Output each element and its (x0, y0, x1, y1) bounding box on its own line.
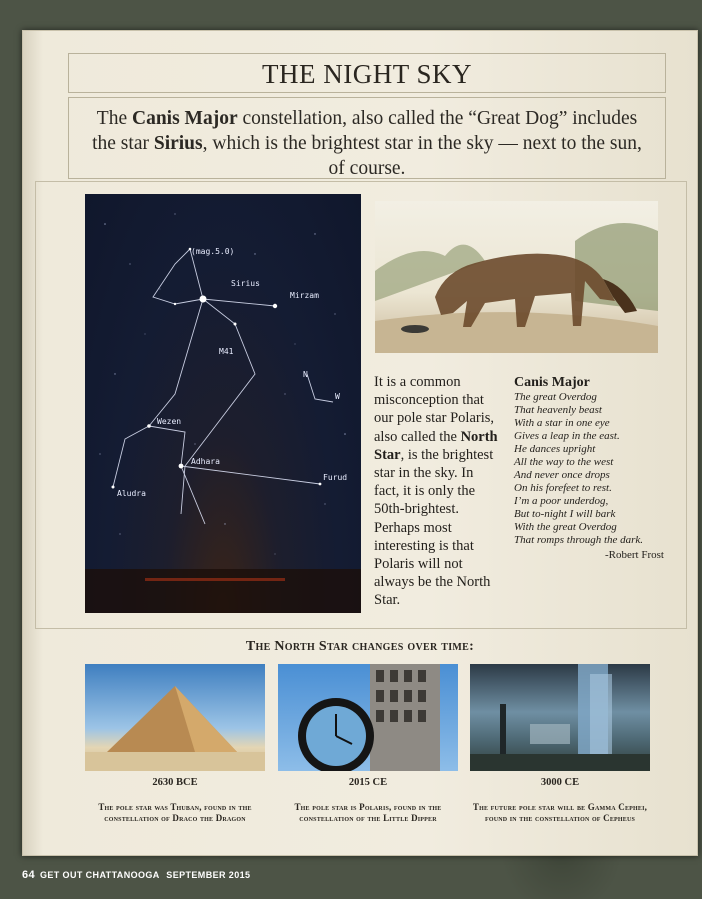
page-footer (22, 869, 250, 881)
poem-line: That heavenly beast (514, 404, 602, 416)
title-box (68, 53, 666, 93)
era-3000-ce (470, 664, 650, 824)
era-caption: The pole star was Thuban, found in the constellation of Draco the Dragon (98, 802, 252, 823)
era-2015-ce (278, 664, 458, 824)
poem-line: But to-night I will bark (514, 508, 616, 520)
polaris-paragraph: It is a common misconception that our pole star Polaris, also called the North Star, is the brightest star in the sky. In fact, it is only the 50th-brightest. Perhaps most interesting is that Polaris will not always be the North Star. (374, 374, 498, 609)
intro-box (68, 97, 666, 179)
intro-text: The Canis Major constellation, also called the “Great Dog” includes the star Sirius, which is the brightest star in the sky — next to the sun, of course. (92, 108, 642, 179)
poem-line: I’m a poor underdog, (514, 495, 609, 507)
label-adhara: Adhara (191, 457, 220, 466)
label-west: W (335, 392, 340, 401)
poem-line: That romps through the dark. (514, 534, 644, 546)
label-north: N (303, 370, 308, 379)
future-city-photo (470, 664, 650, 771)
label-aludra: Aludra (117, 489, 146, 498)
star-chart-photo (85, 194, 361, 613)
sirius-star (200, 296, 207, 303)
poem-line: The great Overdog (514, 391, 597, 403)
poem-line: On his forefeet to rest. (514, 482, 612, 494)
coyote-illustration (375, 201, 658, 353)
era-date: 3000 CE (540, 777, 580, 788)
era-date: 2015 CE (348, 777, 388, 788)
era-caption: The pole star is Polaris, found in the constellation of the Little Dipper (294, 802, 442, 823)
label-furud: Furud (323, 473, 348, 482)
poem-line: With a star in one eye (514, 417, 610, 429)
intro-bold-sirius: Sirius (153, 133, 203, 154)
label-mag: (mag.5.0) (191, 247, 235, 256)
poem-line: All the way to the west (514, 456, 614, 468)
label-sirius: Sirius (231, 279, 260, 288)
poem-line: And never once drops (514, 469, 610, 481)
page-title: THE NIGHT SKY (262, 59, 472, 89)
label-wezen: Wezen (157, 417, 182, 426)
publication-name: GET OUT CHATTANOOGA (39, 870, 160, 880)
timeline-heading: The North Star changes over time: (245, 639, 475, 654)
magazine-page (22, 30, 698, 856)
poem-author: -Robert Frost (605, 549, 664, 561)
coyote-drawing (375, 201, 658, 353)
star-chart-svg (85, 194, 361, 613)
poem (514, 375, 664, 561)
era-2630-bce (85, 664, 265, 824)
page-number: 64 (22, 869, 36, 881)
poem-line: With the great Overdog (514, 521, 617, 533)
poem-line: Gives a leap in the east. (514, 430, 620, 442)
label-m41: M41 (219, 347, 234, 356)
era-date: 2630 BCE (152, 777, 198, 788)
intro-bold-canis-major: Canis Major (131, 108, 238, 129)
era-caption: The future pole star will be Gamma Cephei, found in the constellation of Cepheus (472, 802, 648, 823)
poem-line: He dances upright (514, 443, 596, 455)
label-mirzam: Mirzam (290, 291, 319, 300)
north-star-bold: North Star (374, 428, 498, 463)
clock-photo (278, 664, 458, 771)
poem-title: Canis Major (514, 375, 590, 390)
pyramid-photo (85, 664, 265, 771)
issue-date: SEPTEMBER 2015 (166, 870, 251, 880)
